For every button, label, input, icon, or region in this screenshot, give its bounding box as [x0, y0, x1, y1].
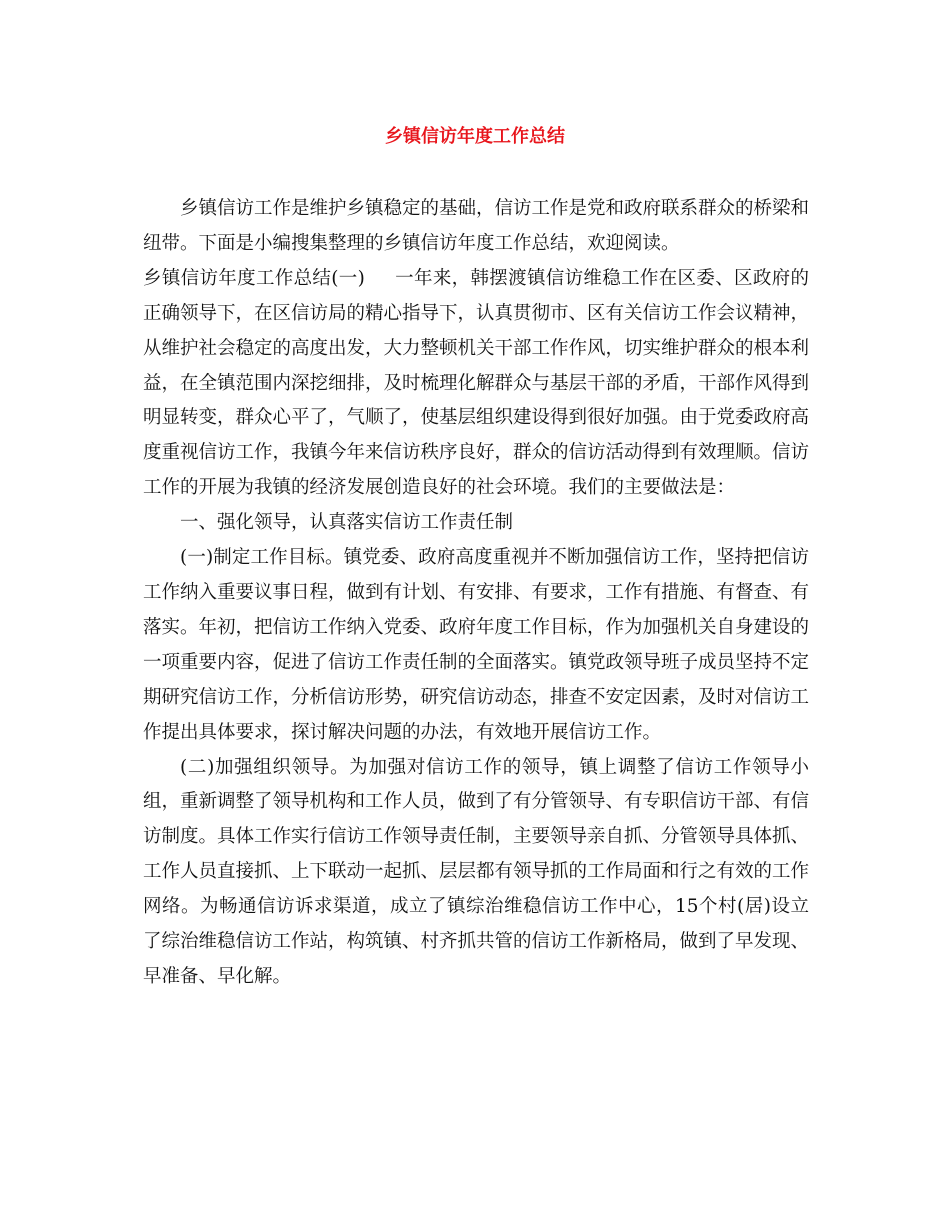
intro-paragraph: 乡镇信访工作是维护乡镇稳定的基础，信访工作是党和政府联系群众的桥梁和纽带。下面是小编搜集整理的乡镇信访年度工作总结，欢迎阅读。 [143, 198, 810, 254]
document-body [143, 192, 809, 995]
point-heading: 一、强化领导，认真落实信访工作责任制 [180, 512, 514, 534]
item-one-paragraph: (一)制定工作目标。镇党委、政府高度重视并不断加强信访工作，坚持把信访工作纳入重要议事日程，做到有计划、有安排、有要求，工作有措施、有督查、有落实。年初，把信访工作纳入党委、政府年度工作目标，作为加强机关自身建设的一项重要内容，促进了信访工作责任制的全面落实。镇党政领导班子成员坚持不定期研究信访工作，分析信访形势，研究信访动态，排查不安定因素，及时对信访工作提出具体要求，探讨解决问题的办法，有效地开展信访工作。 [143, 547, 810, 743]
item-two-paragraph: (二)加强组织领导。为加强对信访工作的领导，镇上调整了信访工作领导小组，重新调整了领导机构和工作人员，做到了有分管领导、有专职信访干部、有信访制度。具体工作实行信访工作领导责任制，主要领导亲自抓、分管领导具体抓、工作人员直接抓、上下联动一起抓、层层都有领导抓的工作局面和行之有效的工作网络。为畅通信访诉求渠道，成立了镇综治维稳信访工作中心，15个村(居)设立了综治维稳信访工作站，构筑镇、村齐抓共管的信访工作新格局，做到了早发现、早准备、早化解。 [143, 756, 810, 987]
document-title: 乡镇信访年度工作总结 [385, 126, 565, 147]
section-paragraph [143, 262, 809, 506]
section-intro-text: 一年来，韩摆渡镇信访维稳工作在区委、区政府的正确领导下，在区信访局的精心指导下，认真贯彻市、区有关信访工作会议精神，从维护社会稳定的高度出发，大力整顿机关干部工作作风，切实维护群众的根本利益，在全镇范围内深挖细排，及时梳理化解群众与基层干部的矛盾，干部作风得到明显转变，群众心平了，气顺了，使基层组织建设得到很好加强。由于党委政府高度重视信访工作，我镇今年来信访秩序良好，群众的信访活动得到有效理顺。信访工作的开展为我镇的经济发展创造良好的社会环境。我们的主要做法是： [143, 267, 810, 499]
section-heading: 乡镇信访年度工作总结(一) [143, 267, 365, 289]
